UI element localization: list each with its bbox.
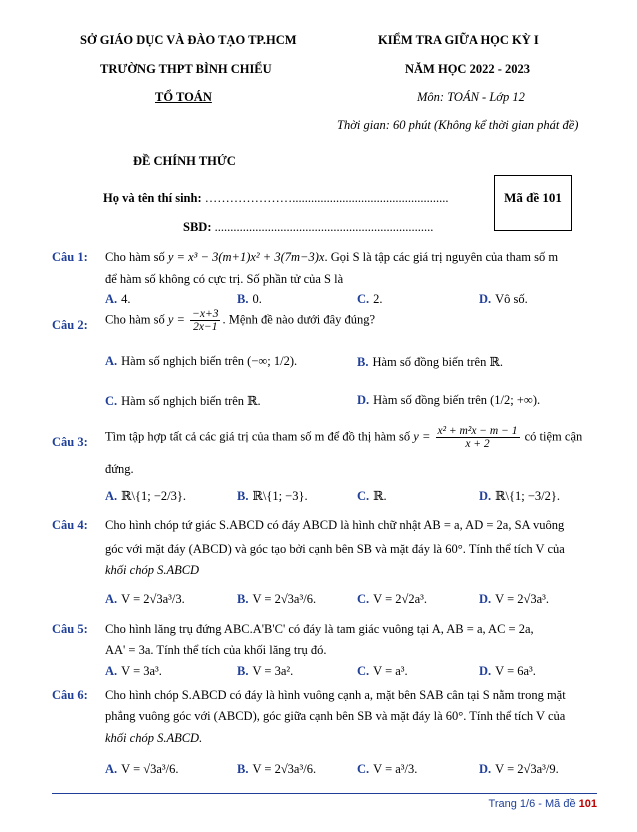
footer-divider	[52, 793, 597, 794]
sbd-row	[183, 220, 433, 235]
header-school-year: NĂM HỌC 2022 - 2023	[405, 62, 530, 76]
q6-label: Câu 6:	[52, 688, 88, 702]
q2-intro: Cho hàm số	[105, 312, 165, 327]
q3-fraction	[436, 425, 520, 450]
q5-option-b: B. V = 3a².	[237, 664, 294, 678]
q2-text-after: . Mệnh đề nào dưới đây đúng?	[222, 312, 376, 327]
candidate-name-row	[103, 191, 449, 206]
q4-label: Câu 4:	[52, 518, 88, 532]
q6-option-b: B. V = 2√3a³/6.	[237, 762, 317, 776]
q6-option-a: A. V = √3a³/6.	[105, 762, 179, 776]
q1-label: Câu 1:	[52, 250, 88, 264]
q2-formula-prefix: y =	[167, 312, 185, 327]
q2-label: Câu 2:	[52, 318, 88, 332]
q1-formula: y = x³ − 3(m+1)x² + 3(7m−3)x	[167, 250, 325, 264]
q5-option-c: C. V = a³.	[357, 664, 408, 678]
q1-option-d: D. Vô số.	[479, 292, 528, 306]
q6-option-d: D. V = 2√3a³/9.	[479, 762, 559, 776]
sbd-label: SBD:	[183, 220, 212, 234]
q1-option-a: A. 4.	[105, 292, 131, 306]
q1-text-after: . Gọi S là tập các giá trị nguyên của tham số m	[324, 250, 559, 264]
q3-option-b: B. ℝ\{1; −3}.	[237, 489, 308, 503]
q1-line1	[105, 250, 558, 265]
header-group: TỔ TOÁN	[155, 90, 212, 104]
q5-option-a: A. V = 3a³.	[105, 664, 162, 678]
header-dept: SỞ GIÁO DỤC VÀ ĐÀO TẠO TP.HCM	[80, 33, 297, 47]
header-exam-title: KIỂM TRA GIỮA HỌC KỲ I	[378, 33, 539, 47]
q2-option-b: B. Hàm số đồng biến trên ℝ.	[357, 355, 503, 369]
q2-option-d: D. Hàm số đồng biến trên (1/2; +∞).	[357, 393, 541, 407]
q3-line1	[105, 425, 582, 450]
footer-exam-code: 101	[578, 798, 597, 810]
q3-frac-den: x + 2	[465, 438, 490, 450]
q5-line2: AA' = 3a. Tính thể tích của khối lăng trụ đó.	[105, 643, 327, 657]
q3-frac-num: x² + m²x − m − 1	[437, 425, 518, 437]
sbd-dots: ......................................................................	[214, 220, 434, 234]
q4-option-c: C. V = 2√2a³.	[357, 592, 428, 606]
q6-line1: Cho hình chóp S.ABCD có đáy là hình vuông cạnh a, mặt bên SAB cân tại S nằm trong mặt	[105, 688, 566, 702]
q1-intro: Cho hàm số	[105, 250, 165, 264]
header-time: Thời gian: 60 phút (Không kể thời gian phát đề)	[337, 118, 579, 132]
header-school: TRƯỜNG THPT BÌNH CHIỂU	[100, 62, 272, 76]
page-footer	[489, 798, 597, 810]
exam-code-box	[494, 175, 572, 231]
candidate-name-dots: …………………..................................................	[204, 191, 449, 205]
footer-page-text: Trang 1/6 - Mã đề	[488, 798, 576, 810]
q3-line2: đứng.	[105, 462, 134, 476]
q4-option-b: B. V = 2√3a³/6.	[237, 592, 317, 606]
q1-option-c: C. 2.	[357, 292, 383, 306]
q6-line3: khối chóp S.ABCD.	[105, 731, 203, 745]
q5-line1: Cho hình lăng trụ đứng ABC.A'B'C' có đáy là tam giác vuông tại A, AB = a, AC = 2a,	[105, 622, 534, 636]
q4-option-a: A. V = 2√3a³/3.	[105, 592, 185, 606]
q3-text: Tìm tập hợp tất cả các giá trị của tham số m để đồ thị hàm số	[105, 429, 411, 444]
exam-code-text: Mã đề 101	[504, 190, 562, 205]
q3-text-after: có tiệm cận	[524, 429, 583, 444]
q5-option-d: D. V = 6a³.	[479, 664, 536, 678]
q3-option-c: C. ℝ.	[357, 489, 387, 503]
q4-option-d: D. V = 2√3a³.	[479, 592, 550, 606]
official-label: ĐỀ CHÍNH THỨC	[133, 154, 236, 168]
candidate-name-label: Họ và tên thí sinh:	[103, 191, 202, 205]
q2-frac-num: −x+3	[192, 308, 219, 320]
header-subject: Môn: TOÁN - Lớp 12	[417, 90, 525, 104]
q2-line1	[105, 308, 375, 333]
q2-option-c: C. Hàm số nghịch biến trên ℝ.	[105, 394, 261, 408]
q4-line1: Cho hình chóp tứ giác S.ABCD có đáy ABCD là hình chữ nhật AB = a, AD = 2a, SA vuông	[105, 518, 565, 532]
q1-option-b: B. 0.	[237, 292, 262, 306]
q3-option-d: D. ℝ\{1; −3/2}.	[479, 489, 561, 503]
q4-line3: khối chóp S.ABCD	[105, 563, 200, 577]
q5-label: Câu 5:	[52, 622, 88, 636]
q3-formula-prefix: y =	[413, 429, 431, 444]
q6-line2: phẳng vuông góc với (ABCD), góc giữa cạnh bên SB và mặt đáy là 60°. Tính thể tích V của	[105, 709, 566, 723]
q1-line2: để hàm số không có cực trị. Số phần tử của S là	[105, 272, 344, 286]
q3-label: Câu 3:	[52, 435, 88, 449]
q2-option-a: A. Hàm số nghịch biến trên (−∞; 1/2).	[105, 354, 298, 368]
q2-fraction	[190, 308, 220, 333]
q6-option-c: C. V = a³/3.	[357, 762, 418, 776]
q4-line2: góc với mặt đáy (ABCD) và góc tạo bởi cạnh bên SB và mặt đáy là 60°. Tính thể tích V của	[105, 542, 565, 556]
q3-option-a: A. ℝ\{1; −2/3}.	[105, 489, 187, 503]
q2-frac-den: 2x−1	[193, 321, 218, 333]
